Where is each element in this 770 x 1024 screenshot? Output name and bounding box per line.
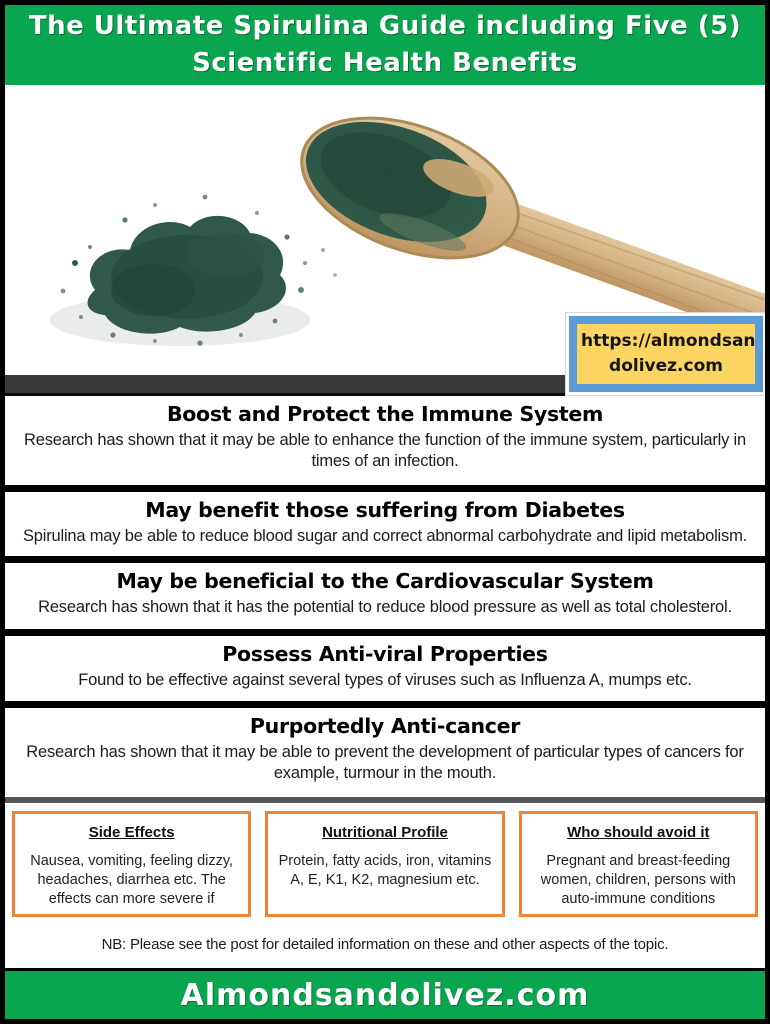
info-box-body: Protein, fatty acids, iron, vitamins A, E, K1, K2, magnesium etc. [278,853,492,888]
benefit-heading: Boost and Protect the Immune System [166,402,604,426]
info-box-heading: Side Effects [88,824,175,841]
benefit-section-cardiovascular [5,563,765,629]
info-box-who-should-avoid [519,811,758,917]
benefit-heading: May benefit those suffering from Diabetes [145,498,625,522]
page-title-line1: The Ultimate Spirulina Guide including Five (5) [28,11,742,41]
benefit-body: Research has shown that it may be able to enhance the function of the immune system, particularly in times of an infection. [24,431,746,470]
site-url-line2: dolivez.com [609,356,723,376]
benefit-heading: Possess Anti-viral Properties [222,642,548,666]
site-url-badge[interactable] [566,313,766,395]
section-separator [5,485,765,492]
nb-note [5,921,765,968]
benefit-section-antiviral [5,636,765,701]
benefit-heading: May be beneficial to the Cardiovascular System [116,569,654,593]
benefit-section-anticancer [5,708,765,797]
site-url-badge-inner [569,316,763,392]
info-box-nutritional-profile [265,811,504,917]
benefit-body: Research has shown that it has the potential to reduce blood pressure as well as total cholesterol. [38,598,732,616]
benefit-heading: Purportedly Anti-cancer [249,714,521,738]
info-box-body: Pregnant and breast-feeding women, children, persons with auto-immune conditions [540,853,736,907]
footer-site-link[interactable]: Almondsandolivez.com [180,977,590,1013]
benefit-body: Found to be effective against several types of viruses such as Influenza A, mumps etc. [78,671,692,689]
section-separator [5,629,765,636]
info-boxes-row [5,803,765,921]
site-url-line1: https://almondsan [581,331,756,351]
footer-banner [5,968,765,1019]
header-banner [5,5,765,85]
info-box-side-effects [12,811,251,917]
section-separator [5,556,765,563]
benefit-section-diabetes [5,492,765,556]
benefit-body: Research has shown that it may be able to prevent the development of particular types of cancers for example, turmour in the mouth. [26,743,744,782]
page-title-line2: Scientific Health Benefits [192,48,578,78]
section-separator [5,701,765,708]
info-box-heading: Nutritional Profile [322,824,448,841]
info-box-body: Nausea, vomiting, feeling dizzy, headaches, diarrhea etc. The effects can more severe if [30,853,234,907]
benefit-section-immune [5,396,765,485]
benefit-body: Spirulina may be able to reduce blood sugar and correct abnormal carbohydrate and lipid metabolism. [22,527,748,545]
nb-note-text: NB: Please see the post for detailed information on these and other aspects of the topic. [101,936,669,953]
info-box-heading: Who should avoid it [567,824,710,841]
